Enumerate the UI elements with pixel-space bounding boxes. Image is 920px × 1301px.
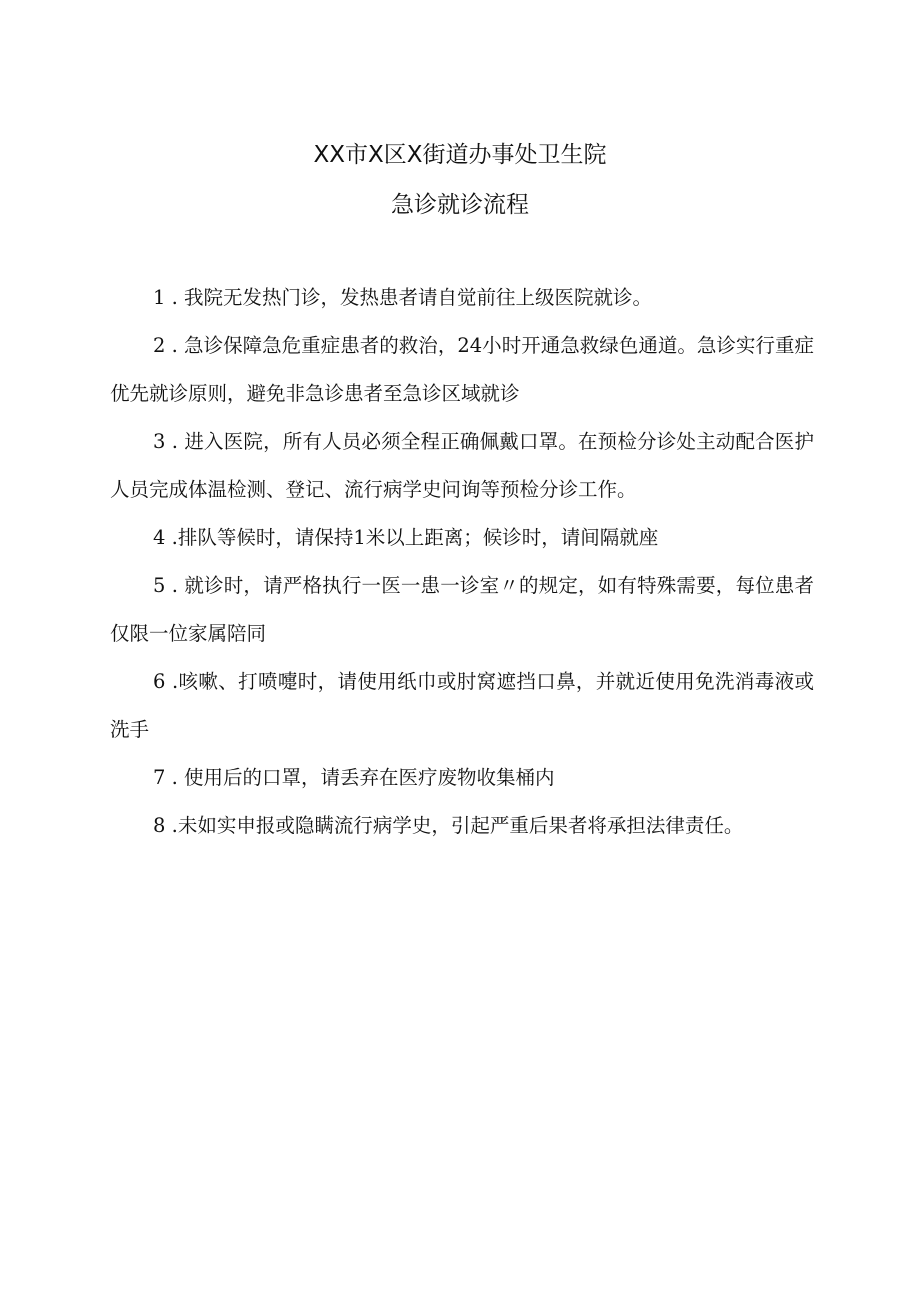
item-number: 2 [153,334,166,357]
item-number: 8 [153,814,166,837]
procedure-item-7 [110,754,814,802]
item-number: 4 [153,526,166,549]
item-number: 1 [153,286,166,309]
procedure-item-2 [110,322,814,418]
procedure-list [110,274,814,850]
document-title: XX市X区X街道办事处卫生院 [313,142,607,168]
procedure-item-8 [110,802,814,850]
item-number: 3 [153,430,166,453]
item-text: .咳嗽、打喷嚏时，请使用纸巾或肘窝遮挡口鼻，并就近使用免洗消毒液或洗手 [110,670,814,741]
item-number: 5 [153,574,166,597]
item-text: . 进入医院，所有人员必须全程正确佩戴口罩。在预检分诊处主动配合医护人员完成体温检测、登记、流行病学史问询等预检分诊工作。 [110,430,814,501]
document-subtitle: 急诊就诊流程 [391,192,529,218]
procedure-item-4 [110,514,814,562]
item-text: .排队等候时，请保持1米以上距离；候诊时，请间隔就座 [165,526,659,549]
item-number: 6 [153,670,166,693]
item-text: . 我院无发热门诊，发热患者请自觉前往上级医院就诊。 [165,286,653,309]
procedure-item-6 [110,658,814,754]
item-text: . 使用后的口罩，请丢弃在医疗废物收集桶内 [165,766,555,789]
procedure-item-5 [110,562,814,658]
item-text: . 就诊时，请严格执行一医一患一诊室〃的规定，如有特殊需要，每位患者仅限一位家属陪同 [110,574,814,645]
procedure-item-1 [110,274,814,322]
item-text: . 急诊保障急危重症患者的救治，24小时开通急救绿色通道。急诊实行重症优先就诊原则，避免非急诊患者至急诊区域就诊 [110,334,814,405]
item-text: .未如实申报或隐瞒流行病学史，引起严重后果者将承担法律责任。 [165,814,744,837]
procedure-item-3 [110,418,814,514]
item-number: 7 [153,766,166,789]
